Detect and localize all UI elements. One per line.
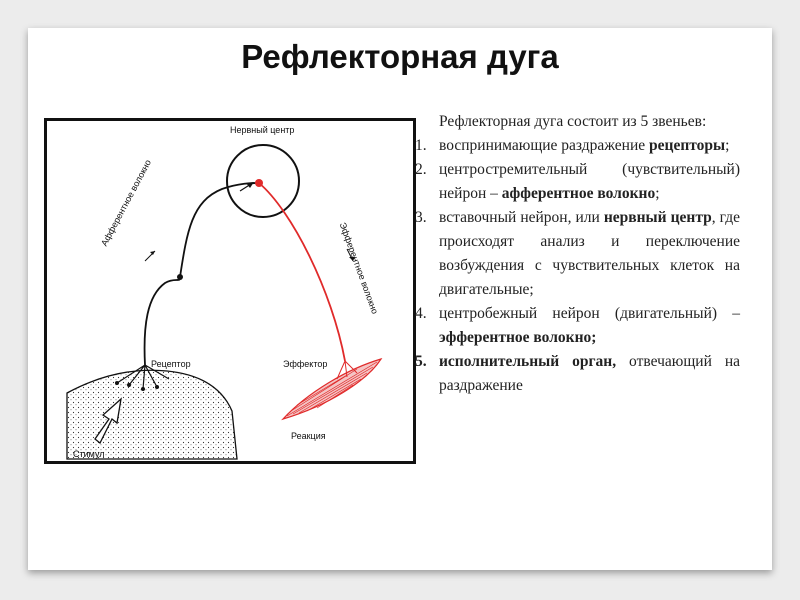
item-number: 2. (415, 161, 427, 178)
label-afferent: Афферентное волокно (99, 158, 154, 248)
item-number: 1. (415, 137, 427, 154)
list-item (415, 158, 740, 206)
item-number: 3. (415, 209, 427, 226)
efferent-fiber (259, 183, 345, 361)
item-bold-text: исполнительный орган, (439, 353, 617, 370)
item-text: воспринимающие раздражение (439, 137, 650, 154)
skin-tissue (67, 370, 237, 459)
diagram-drawing (47, 121, 413, 461)
item-bold-text: афферентное волокно (501, 185, 656, 202)
nerve-center-circle (227, 145, 299, 217)
item-text-tail: отвечающий на раздражение (439, 353, 740, 394)
label-receptor: Рецептор (151, 359, 191, 369)
item-text: центробежный нейрон (двигательный) – (439, 305, 740, 322)
label-efferent: Эфферентное волокно (337, 221, 381, 316)
label-stimulus: Стимул (73, 449, 105, 459)
item-text-tail: ; (655, 185, 660, 202)
reflex-arc-diagram (44, 118, 416, 464)
item-bold-text: рецепторы (649, 137, 726, 154)
item-bold-text: эфферентное волокно; (439, 329, 597, 346)
page-title: Рефлекторная дуга (241, 38, 559, 75)
item-number: 5. (415, 353, 427, 370)
list-item (415, 206, 740, 302)
list-item (415, 350, 740, 398)
item-bold-text: нервный центр (603, 209, 712, 226)
label-effector: Эффектор (283, 359, 328, 369)
item-text: вставочный нейрон, или (439, 209, 604, 226)
item-number: 4. (415, 305, 427, 322)
description-text (415, 110, 740, 398)
item-text-tail: ; (725, 137, 730, 154)
intro-text: Рефлекторная дуга состоит из 5 звеньев: (439, 113, 707, 130)
item-text-tail: , где происходят анализ и переключение возбуждения с чувствительных клеток на двигательные; (439, 209, 741, 298)
label-reaction: Реакция (291, 431, 326, 441)
list-item (415, 134, 740, 158)
label-nerve-center: Нервный центр (230, 125, 295, 135)
item-text: центростремительный (чувствительный) нейрон – (439, 161, 740, 202)
list-item (415, 302, 740, 350)
